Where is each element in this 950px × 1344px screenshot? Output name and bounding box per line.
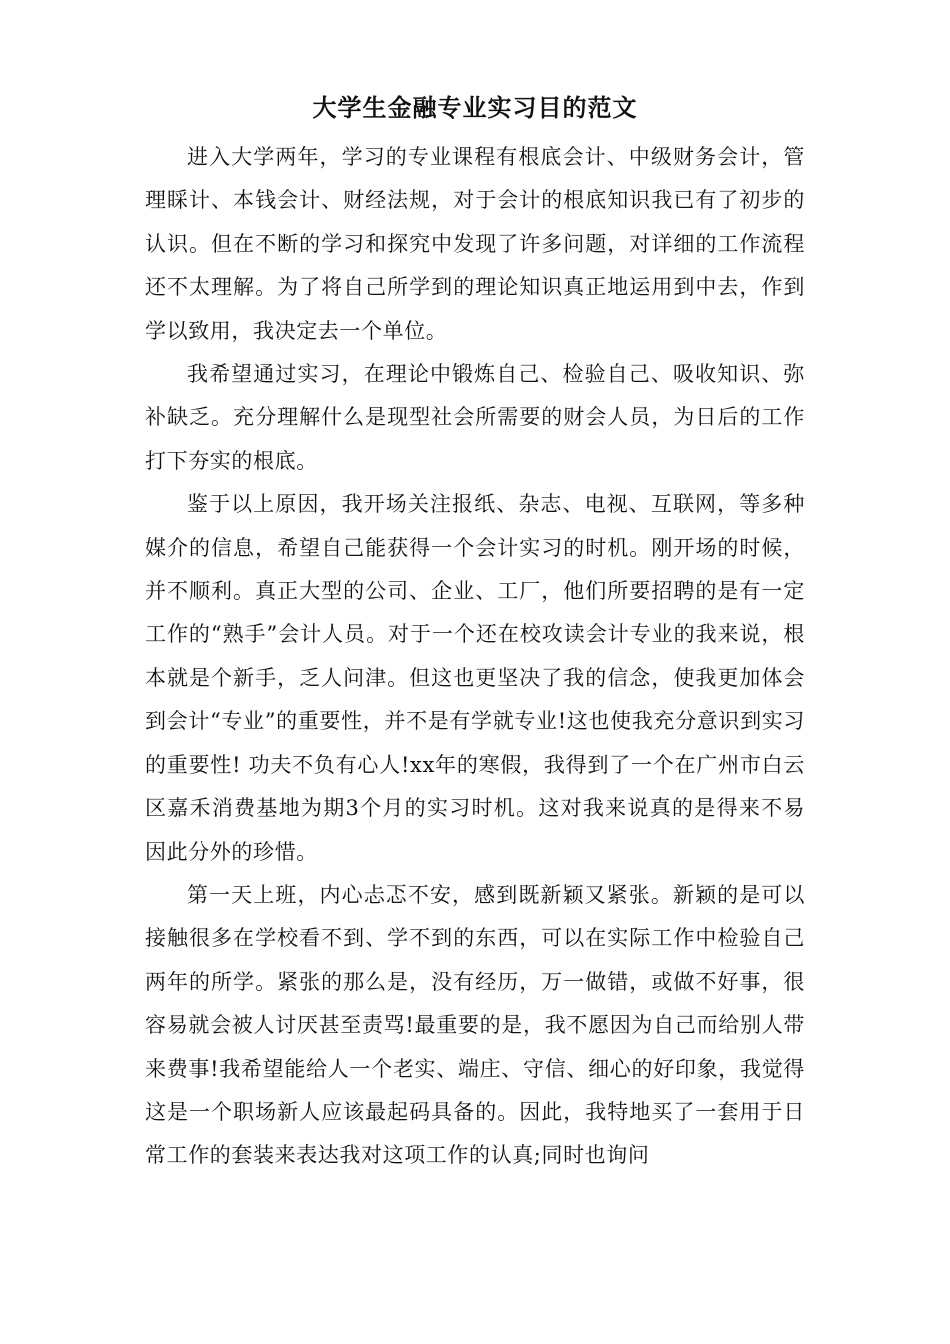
paragraph: 第一天上班，内心忐忑不安，感到既新颖又紧张。新颖的是可以接触很多在学校看不到、学不到的东西，可以在实际工作中检验自己两年的所学。紧张的那么是，没有经历，万一做错，或做不好事，很容易就会被人讨厌甚至责骂!最重要的是，我不愿因为自己而给别人带来费事!我希望能给人一个老实、端庄、守信、细心的好印象，我觉得这是一个职场新人应该最起码具备的。因此，我特地买了一套用于日常工作的套装来表达我对这项工作的认真;同时也询问 — [145, 882, 805, 1168]
document-title: 大学生金融专业实习目的范文 — [312, 94, 638, 122]
paragraph: 进入大学两年，学习的专业课程有根底会计、中级财务会计，管理睬计、本钱会计、财经法规，对于会计的根底知识我已有了初步的认识。但在不断的学习和探究中发现了许多问题，对详细的工作流程还不太理解。为了将自己所学到的理论知识真正地运用到中去，作到学以致用，我决定去一个单位。 — [145, 145, 805, 343]
paragraph: 鉴于以上原因，我开场关注报纸、杂志、电视、互联网，等多种媒介的信息，希望自己能获得一个会计实习的时机。刚开场的时候，并不顺利。真正大型的公司、企业、工厂，他们所要招聘的是有一定工作的“熟手”会计人员。对于一个还在校攻读会计专业的我来说，根本就是个新手，乏人问津。但这也更坚决了我的信念，使我更加体会到会计“专业”的重要性，并不是有学就专业!这也使我充分意识到实习的重要性! 功夫不负有心人!xx年的寒假，我得到了一个在广州市白云区嘉禾消费基地为期3个月的实习时机。这对我来说真的是得来不易因此分外的珍惜。 — [145, 492, 805, 864]
paragraph: 我希望通过实习，在理论中锻炼自己、检验自己、吸收知识、弥补缺乏。充分理解什么是现型社会所需要的财会人员，为日后的工作打下夯实的根底。 — [145, 362, 805, 473]
document-body — [145, 136, 805, 1178]
